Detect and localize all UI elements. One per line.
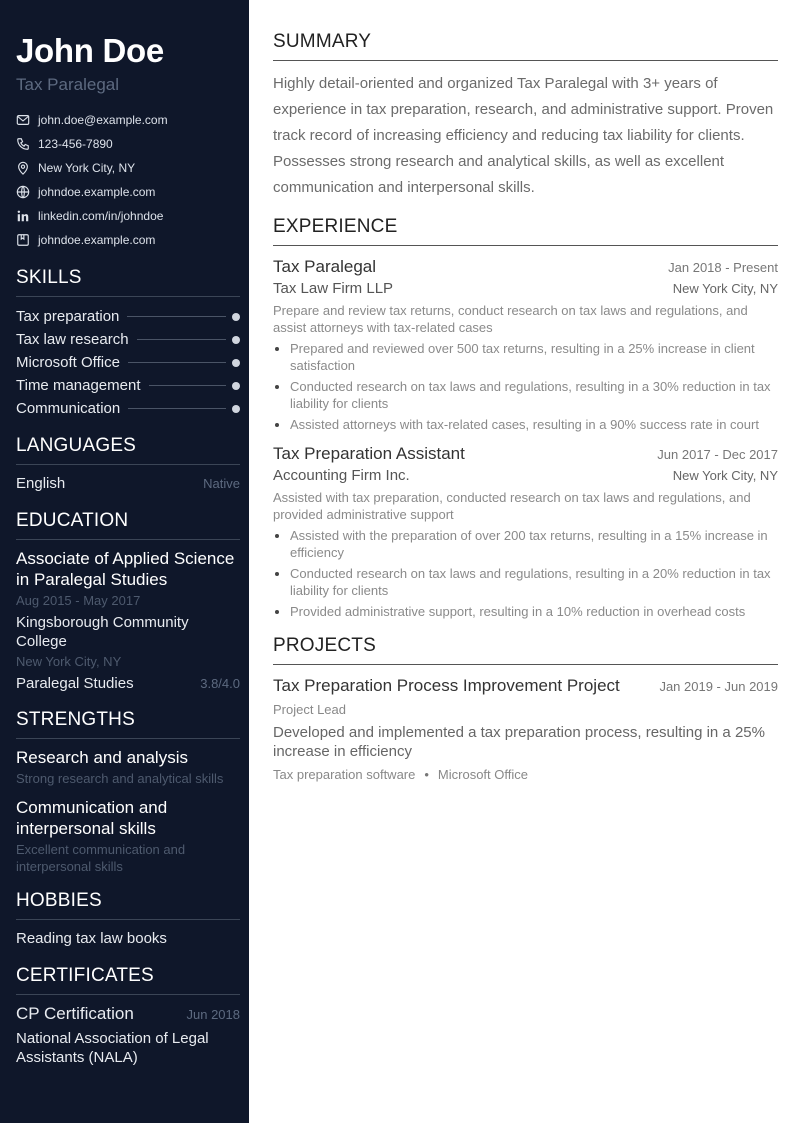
job-bullet: • Assisted with the preparation of over 200 tax returns, resulting in a 15% increase in efficiency <box>290 527 778 561</box>
tool-separator: • <box>424 767 429 782</box>
job-dates: Jan 2018 - Present <box>668 260 778 275</box>
linkedin-icon <box>16 209 30 223</box>
job-location: New York City, NY <box>672 468 778 483</box>
job-company-row <box>273 278 778 300</box>
job-company: Accounting Firm Inc. <box>273 467 410 484</box>
certificates-heading: CERTIFICATES <box>16 964 240 995</box>
education-field: Paralegal Studies <box>16 675 134 692</box>
summary-heading: SUMMARY <box>273 30 778 61</box>
languages-heading: LANGUAGES <box>16 434 240 465</box>
main-content <box>249 0 794 1123</box>
job-bullet: • Assisted attorneys with tax-related cases, resulting in a 90% success rate in court <box>290 416 778 433</box>
skill-label: Time management <box>16 377 141 394</box>
contact-website[interactable] <box>16 180 240 204</box>
skill-item <box>16 328 240 351</box>
certificate-date: Jun 2018 <box>186 1007 240 1022</box>
contact-text: New York City, NY <box>38 161 136 175</box>
mail-icon <box>16 113 30 127</box>
strength-title: Communication and interpersonal skills <box>16 798 168 838</box>
contact-portfolio[interactable] <box>16 228 240 252</box>
skill-line <box>149 385 227 386</box>
job-bullet: • Provided administrative support, resulting in a 10% reduction in overhead costs <box>290 603 778 620</box>
education-location: New York City, NY <box>16 654 122 669</box>
sidebar <box>0 0 249 1123</box>
strength-title: Research and analysis <box>16 748 188 767</box>
skill-line <box>128 408 226 409</box>
job-description: Prepare and review tax returns, conduct research on tax laws and regulations, and assist attorneys with tax-related cases <box>273 303 748 335</box>
skill-label: Microsoft Office <box>16 354 120 371</box>
candidate-name: John Doe <box>16 32 164 69</box>
globe-icon <box>16 185 30 199</box>
education-degree: Associate of Applied Science in Paralegal Studies <box>16 549 235 589</box>
experience-heading: EXPERIENCE <box>273 215 778 246</box>
skill-dot <box>232 313 240 321</box>
language-item <box>16 473 240 495</box>
project-item <box>273 675 778 784</box>
skill-dot <box>232 405 240 413</box>
job-bullet: • Prepared and reviewed over 500 tax returns, resulting in a 25% increase in client satisfaction <box>290 340 778 374</box>
phone-icon <box>16 137 30 151</box>
job-bullets <box>273 527 778 620</box>
education-item <box>16 548 240 694</box>
education-school: Kingsborough Community College <box>16 614 189 650</box>
strength-desc: Excellent communication and interpersonal skills <box>16 842 186 874</box>
skills-heading: SKILLS <box>16 266 240 297</box>
contact-list <box>16 108 240 252</box>
project-role: Project Lead <box>273 702 346 717</box>
strength-item <box>16 797 240 875</box>
skill-label: Tax law research <box>16 331 129 348</box>
job-bullet: • Conducted research on tax laws and regulations, resulting in a 30% reduction in tax liability for clients <box>290 378 778 412</box>
job-bullet: • Conducted research on tax laws and regulations, resulting in a 20% reduction in tax liability for clients <box>290 565 778 599</box>
education-dates: Aug 2015 - May 2017 <box>16 593 141 608</box>
project-title-row <box>273 675 778 697</box>
job-title: Tax Paralegal <box>273 257 377 276</box>
job-title-row <box>273 443 778 465</box>
location-pin-icon <box>16 161 30 175</box>
contact-text: linkedin.com/in/johndoe <box>38 209 164 223</box>
skill-line <box>137 339 226 340</box>
contact-phone[interactable] <box>16 132 240 156</box>
job-dates: Jun 2017 - Dec 2017 <box>657 447 778 462</box>
strength-item <box>16 747 240 787</box>
skill-label: Communication <box>16 400 121 417</box>
bookmark-icon <box>16 233 30 247</box>
experience-item <box>273 256 778 433</box>
skill-item <box>16 397 240 420</box>
project-tool: Tax preparation software <box>273 767 416 782</box>
job-title-row <box>273 256 778 278</box>
contact-linkedin[interactable] <box>16 204 240 228</box>
skills-list <box>16 305 240 420</box>
job-company: Tax Law Firm LLP <box>273 280 394 297</box>
project-tool: Microsoft Office <box>437 767 528 782</box>
skill-item <box>16 374 240 397</box>
skill-line <box>127 316 226 317</box>
summary-text: Highly detail-oriented and organized Tax Paralegal with 3+ years of experience in tax preparation, research, and administrative support. Proven track record of increasing efficiency and reducing tax liability for clients. Possesses strong research and analytical skills, as well as excellent communication and interpersonal skills. <box>273 75 774 196</box>
candidate-title: Tax Paralegal <box>16 75 120 94</box>
project-dates: Jan 2019 - Jun 2019 <box>659 679 778 694</box>
language-level: Native <box>203 476 240 491</box>
skill-item <box>16 305 240 328</box>
certificate-name: CP Certification <box>16 1004 134 1023</box>
job-company-row <box>273 465 778 487</box>
skill-label: Tax preparation <box>16 308 120 325</box>
certificate-item <box>16 1003 240 1067</box>
project-title: Tax Preparation Process Improvement Project <box>273 676 620 695</box>
job-title: Tax Preparation Assistant <box>273 444 465 463</box>
contact-location <box>16 156 240 180</box>
job-bullets <box>273 340 778 433</box>
hobbies-heading: HOBBIES <box>16 889 240 920</box>
certificate-row <box>16 1003 240 1026</box>
education-heading: EDUCATION <box>16 509 240 540</box>
skill-dot <box>232 336 240 344</box>
experience-item <box>273 443 778 620</box>
strengths-heading: STRENGTHS <box>16 708 240 739</box>
contact-text: john.doe@example.com <box>38 113 168 127</box>
language-name: English <box>16 475 66 492</box>
education-field-row <box>16 674 240 694</box>
project-tools <box>273 766 778 784</box>
job-location: New York City, NY <box>672 281 778 296</box>
certificate-issuer: National Association of Legal Assistants (NALA) <box>16 1030 209 1066</box>
hobby-item: Reading tax law books <box>16 930 167 947</box>
contact-text: johndoe.example.com <box>38 185 156 199</box>
job-description: Assisted with tax preparation, conducted research on tax laws and regulations, and provided administrative support <box>273 490 751 522</box>
contact-text: johndoe.example.com <box>38 233 156 247</box>
skill-line <box>128 362 226 363</box>
skill-dot <box>232 359 240 367</box>
education-gpa: 3.8/4.0 <box>200 676 240 691</box>
strength-desc: Strong research and analytical skills <box>16 771 224 786</box>
skill-dot <box>232 382 240 390</box>
contact-email[interactable] <box>16 108 240 132</box>
contact-text: 123-456-7890 <box>38 137 113 151</box>
projects-heading: PROJECTS <box>273 634 778 665</box>
project-description: Developed and implemented a tax preparation process, resulting in a 25% increase in efficiency <box>273 724 765 760</box>
skill-item <box>16 351 240 374</box>
